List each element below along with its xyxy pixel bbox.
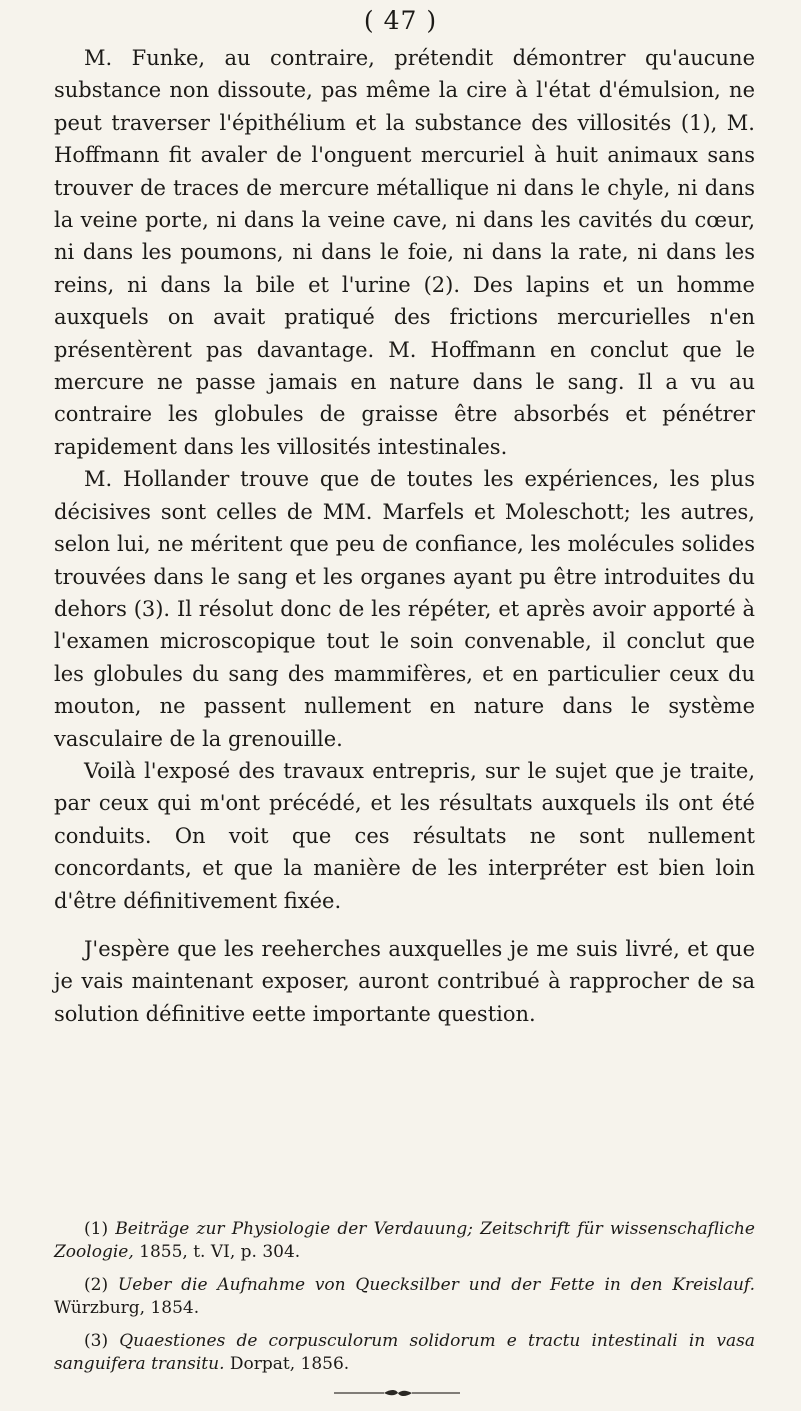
paragraph-summary: Voilà l'exposé des travaux entrepris, sur le sujet que je traite, par ceux qui m'ont précédé, et les résultats auxquels ils ont été conduits. On voit que ces résultats ne sont nullement concordants, et que la manière de les interpréter est bien loin d'être définitivement fixée.	[54, 758, 755, 913]
end-ornament-icon	[332, 1388, 462, 1398]
page-number: ( 47 )	[363, 6, 438, 35]
footnote-2-details: Würzburg, 1854.	[54, 1298, 200, 1318]
main-text	[54, 42, 755, 1030]
footnote-2-title: Ueber die Aufnahme von Quecksilber und der Fette in den Kreislauf.	[117, 1275, 756, 1295]
paragraph-funke-hoffmann: M. Funke, au contraire, prétendit démontrer qu'aucune substance non dissoute, pas même la cire à l'état d'émulsion, ne peut traverser l'épithélium et la substance des villosités (1), M. Hoffmann fit avaler de l'onguent mercuriel à huit animaux sans trouver de traces de mercure métallique ni dans le chyle, ni dans la veine porte, ni dans la veine cave, ni dans les cavités du cœur, ni dans les poumons, ni dans le foie, ni dans la rate, ni dans les reins, ni dans la bile et l'urine (2). Des lapins et un homme auxquels on avait pratiqué des frictions mercurielles n'en présentèrent pas davantage. M. Hoffmann en conclut que le mercure ne passe jamais en nature dans le sang. Il a vu au contraire les globules de graisse être absorbés et pénétrer rapidement dans les villosités intestinales.	[54, 46, 755, 459]
footnote-3-details: Dorpat, 1856.	[229, 1354, 350, 1374]
footnote-1	[54, 1218, 755, 1264]
paragraph-conclusion: J'espère que les reeherches auxquelles je me suis livré, et que je vais maintenant exposer, auront contribué à rapprocher de sa solution définitive eette importante question.	[54, 936, 755, 1026]
footnote-2	[54, 1274, 755, 1320]
footnote-1-details: 1855, t. VI, p. 304.	[139, 1242, 301, 1262]
footnote-1-title: Beiträge zur Physiologie der Verdauung; Zeitschrift für wissenschafliche Zoologie,	[54, 1219, 755, 1262]
paragraph-hollander: M. Hollander trouve que de toutes les expériences, les plus décisives sont celles de MM. Marfels et Moleschott; les autres, selon lui, ne méritent que peu de confiance, les molécules solides trouvées dans le sang et les organes ayant pu être introduites du dehors (3). Il résolut donc de les répéter, et après avoir apporté à l'examen microscopique tout le soin convenable, il conclut que les globules du sang des mammifères, et en particulier ceux du mouton, ne passent nullement en nature dans le système vasculaire de la grenouille.	[54, 467, 755, 751]
footnote-1-number: (1)	[84, 1219, 109, 1239]
footnote-2-number: (2)	[84, 1275, 109, 1295]
footnote-3	[54, 1330, 755, 1376]
footnotes	[54, 1218, 755, 1386]
footnote-3-title: Quaestiones de corpusculorum solidorum e tractu intestinali in vasa sanguifera transitu.	[54, 1331, 755, 1374]
footnote-3-number: (3)	[84, 1331, 109, 1351]
